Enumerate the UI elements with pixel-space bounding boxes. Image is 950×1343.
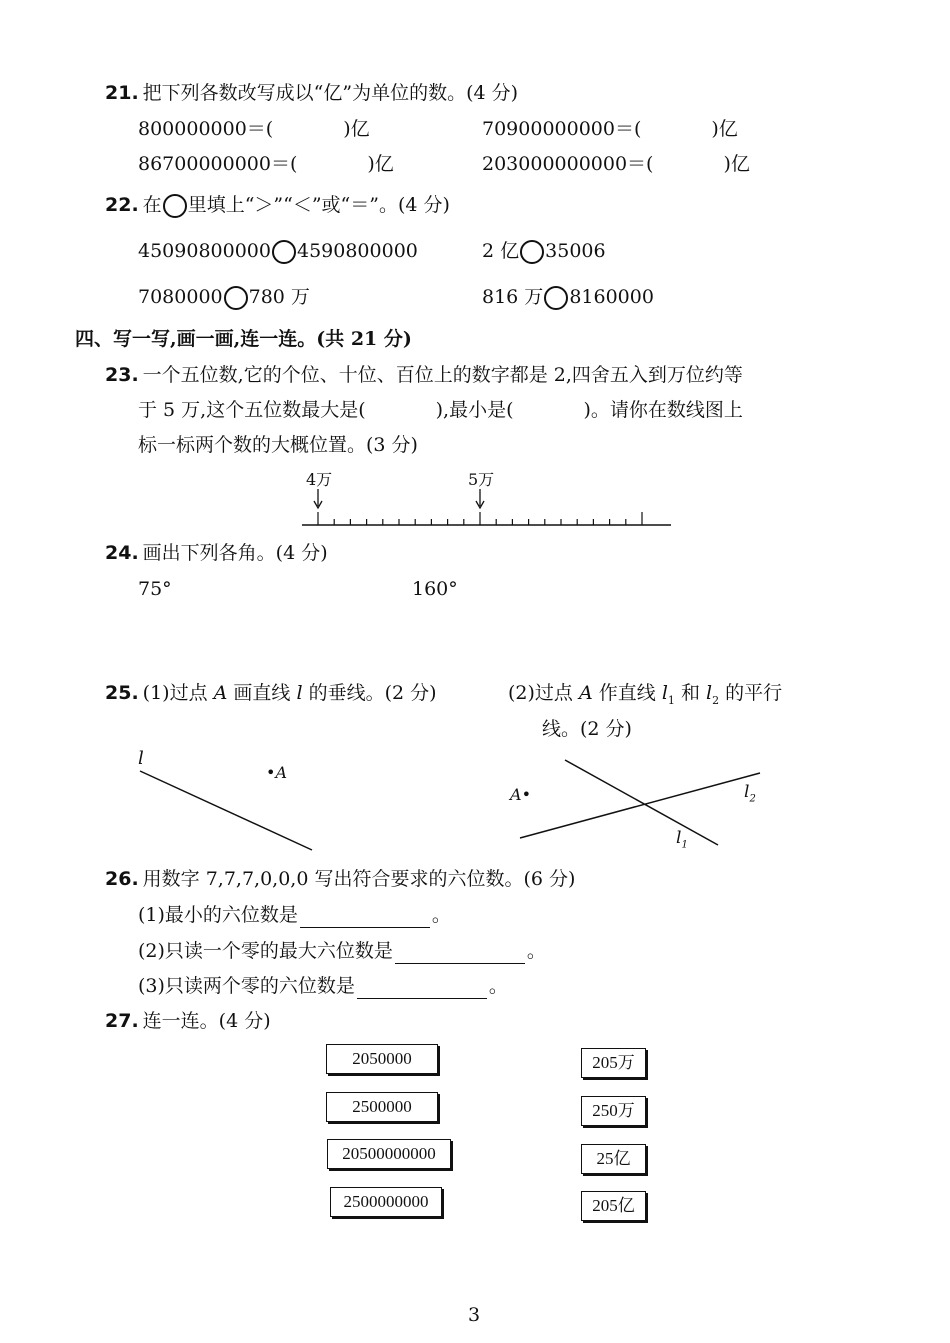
- number-line-label-4wan: 4万: [306, 470, 333, 489]
- q21-title: 21. 把下列各数改写成以“亿”为单位的数。(4 分): [105, 82, 519, 104]
- line-l1-label: $l_1$: [676, 828, 688, 851]
- q22-item-2: 2 亿 35006: [482, 240, 606, 262]
- q23-line-1: 23. 一个五位数,它的个位、十位、百位上的数字都是 2,四舍五入到万位约等: [105, 364, 743, 386]
- point-a-right: A•: [510, 785, 531, 804]
- q21-item-1: 800000000＝( )亿: [138, 118, 370, 140]
- page-number: 3: [468, 1304, 481, 1326]
- point-a-left: •A: [266, 763, 287, 782]
- match-left-4[interactable]: 2500000000: [330, 1187, 442, 1217]
- q22-title: 22. 在 里填上“＞”“＜”或“＝”。(4 分): [105, 194, 450, 216]
- match-left-1[interactable]: 2050000: [326, 1044, 438, 1074]
- line-l-label: l: [138, 748, 144, 769]
- q22-item-1: 45090800000 4590800000: [138, 240, 418, 262]
- angle-160: 160°: [412, 578, 458, 600]
- match-right-3[interactable]: 25亿: [581, 1144, 646, 1174]
- q26-item-3: (3)只读两个零的六位数是 。: [138, 975, 508, 997]
- arrow-5wan: [476, 489, 484, 508]
- arrow-4wan: [314, 489, 322, 508]
- number-line-ticks: [318, 512, 642, 525]
- section-4-title: 四、写一写,画一画,连一连。(共 21 分): [75, 328, 412, 350]
- match-right-4[interactable]: 205亿: [581, 1191, 646, 1221]
- q25-part-2-line-2: 线。(2 分): [542, 718, 632, 740]
- q24-title: 24. 画出下列各角。(4 分): [105, 542, 328, 564]
- match-right-1[interactable]: 205万: [581, 1048, 646, 1078]
- match-left-3[interactable]: 20500000000: [327, 1139, 451, 1169]
- match-right-2[interactable]: 250万: [581, 1096, 646, 1126]
- q25-part-2: (2)过点 A 作直线 $l_1$ 和 $l_2$ 的平行: [508, 682, 783, 707]
- line-l2-label: $l_2$: [744, 782, 756, 805]
- q21-item-2: 70900000000＝( )亿: [482, 118, 738, 140]
- q26-item-2: (2)只读一个零的最大六位数是 。: [138, 940, 546, 962]
- q23-line-2: 于 5 万,这个五位数最大是( ),最小是( )。请你在数线图上: [138, 399, 743, 421]
- line-l2: [520, 773, 760, 838]
- q22-item-3: 7080000 780 万: [138, 286, 310, 308]
- line-l1: [565, 760, 718, 845]
- q21-item-4: 203000000000＝( )亿: [482, 153, 750, 175]
- q27-title: 27. 连一连。(4 分): [105, 1010, 271, 1032]
- match-left-2[interactable]: 2500000: [326, 1092, 438, 1122]
- q26-item-1: (1)最小的六位数是 。: [138, 904, 451, 926]
- q26-title: 26. 用数字 7,7,7,0,0,0 写出符合要求的六位数。(6 分): [105, 868, 576, 890]
- angle-75: 75°: [138, 578, 172, 600]
- line-l: [140, 771, 312, 850]
- q21-item-3: 86700000000＝( )亿: [138, 153, 394, 175]
- q25-part-1: 25. (1)过点 A 画直线 l 的垂线。(2 分): [105, 682, 437, 704]
- q23-line-3: 标一标两个数的大概位置。(3 分): [138, 434, 418, 456]
- number-line-label-5wan: 5万: [468, 470, 495, 489]
- q22-item-4: 816 万 8160000: [482, 286, 654, 308]
